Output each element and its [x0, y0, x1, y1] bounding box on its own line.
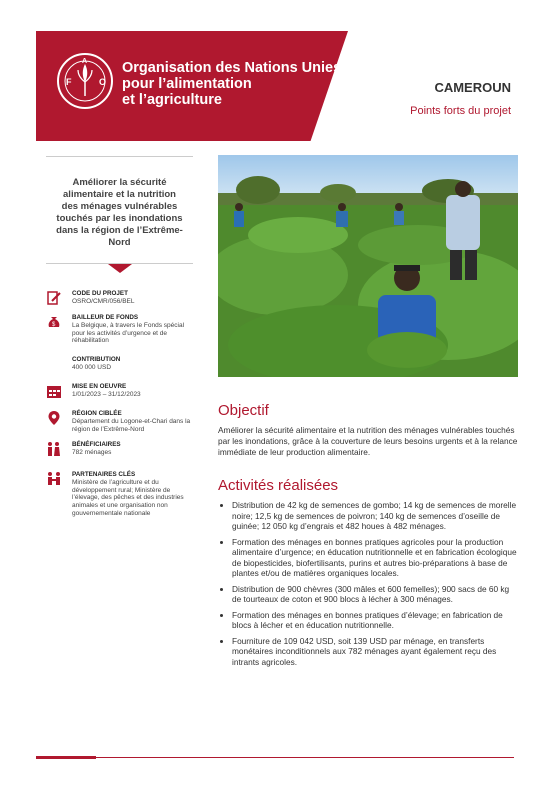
info-dates	[46, 383, 196, 399]
donor-value: La Belgique, à travers le Fonds spécial pour les activités d’urgence et de réhabilitation	[72, 321, 185, 345]
info-code-donor-contribution	[46, 290, 196, 306]
contribution-value: 400 000 USD	[72, 363, 112, 371]
objective-section	[218, 402, 518, 458]
activities-section	[218, 477, 518, 672]
project-title-box	[46, 156, 193, 273]
list-item: • Formation des ménages en bonnes pratiques agricoles pour la production alimentaire d’urgence; en éducation nutritionnelle et en fabrication écologique de biopesticides, biofertilisants, purins et autres bio-préparations à base de plantes et/ou de matières organiques locales.	[232, 537, 518, 579]
svg-text:A: A	[82, 58, 88, 65]
list-item: • Distribution de 900 chèvres (300 mâles et 600 femelles); 900 sacs de 60 kg de tourteaux de coton et 900 blocs à lécher à 300 ménages.	[232, 584, 518, 605]
partners-value: Ministère de l’agriculture et du développement rural; Ministère de l’élevage, des pêches et des industries animales et une organisation non gouvernementale nationale	[72, 478, 184, 517]
org-line-3: et l’agriculture	[122, 92, 222, 108]
dates-label: MISE EN OEUVRE	[72, 383, 127, 390]
info-region	[46, 410, 196, 433]
beneficiaries-value: 782 ménages	[72, 448, 112, 456]
list-item: • Distribution de 42 kg de semences de gombo; 14 kg de semences de morelle noire; 12,5 kg de semences de poivron; 140 kg de semences d’oseille de guinée; 12 050 kg d’engrais et 482 houes à 482 ménages.	[232, 500, 518, 532]
field-photo	[218, 155, 518, 377]
handshake-icon	[46, 471, 62, 487]
footer-accent	[36, 756, 96, 759]
project-title: Améliorer la sécurité alimentaire et la nutrition des ménages vulnérables touchés par les inondations dans la région de l’Extrême-Nord	[46, 156, 193, 264]
people-icon	[46, 441, 62, 457]
region-label: RÉGION CIBLÉE	[72, 410, 122, 417]
org-line-1: Organisation des Nations Unies	[122, 60, 342, 76]
svg-text:F: F	[66, 77, 72, 87]
title-arrow-marker	[108, 264, 132, 273]
calendar-icon	[46, 383, 62, 399]
org-line-2: pour l’alimentation	[122, 76, 252, 92]
code-value: OSRO/CMR/056/BEL	[72, 297, 135, 305]
svg-text:O: O	[99, 77, 107, 87]
info-contribution	[46, 356, 196, 372]
activities-heading: Activités réalisées	[218, 477, 339, 494]
region-value: Département du Logone-et-Chari dans la région de l’Extrême-Nord	[72, 417, 191, 433]
objective-text: Améliorer la sécurité alimentaire et la nutrition des ménages vulnérables touchés par les inondations, grâce à la couverture de leurs besoins urgents et à la relance immédiate de leur production alimentaire.	[218, 425, 518, 457]
dates-value: 1/01/2023 – 31/12/2023	[72, 390, 141, 398]
list-item: • Formation des ménages en bonnes pratiques d’élevage; en fabrication de blocs à lécher et en éducation nutritionnelle.	[232, 610, 518, 631]
beneficiaries-label: BÉNÉFICIAIRES	[72, 441, 121, 448]
info-partners	[46, 471, 196, 518]
donor-label: BAILLEUR DE FONDS	[72, 314, 139, 321]
activities-list	[218, 500, 518, 667]
money-bag-icon	[46, 314, 62, 330]
code-label: CODE DU PROJET	[72, 290, 128, 297]
svg-text:$: $	[52, 322, 56, 328]
document-pen-icon	[46, 290, 62, 306]
country-title: CAMEROUN	[434, 80, 511, 95]
contribution-label: CONTRIBUTION	[72, 356, 121, 363]
map-pin-icon	[46, 410, 62, 426]
list-item: • Fourniture de 109 042 USD, soit 139 USD par ménage, en transferts monétaires inconditionnels aux 782 ménages ayant également reçu des intrants agricoles.	[232, 636, 518, 668]
organization-name	[122, 60, 341, 108]
objective-heading: Objectif	[218, 402, 269, 419]
document-subtitle: Points forts du projet	[410, 105, 511, 117]
partners-label: PARTENAIRES CLÉS	[72, 471, 136, 478]
fao-logo-icon	[56, 52, 114, 110]
footer-divider	[36, 757, 514, 758]
info-donor	[46, 314, 196, 345]
info-beneficiaries	[46, 441, 196, 457]
